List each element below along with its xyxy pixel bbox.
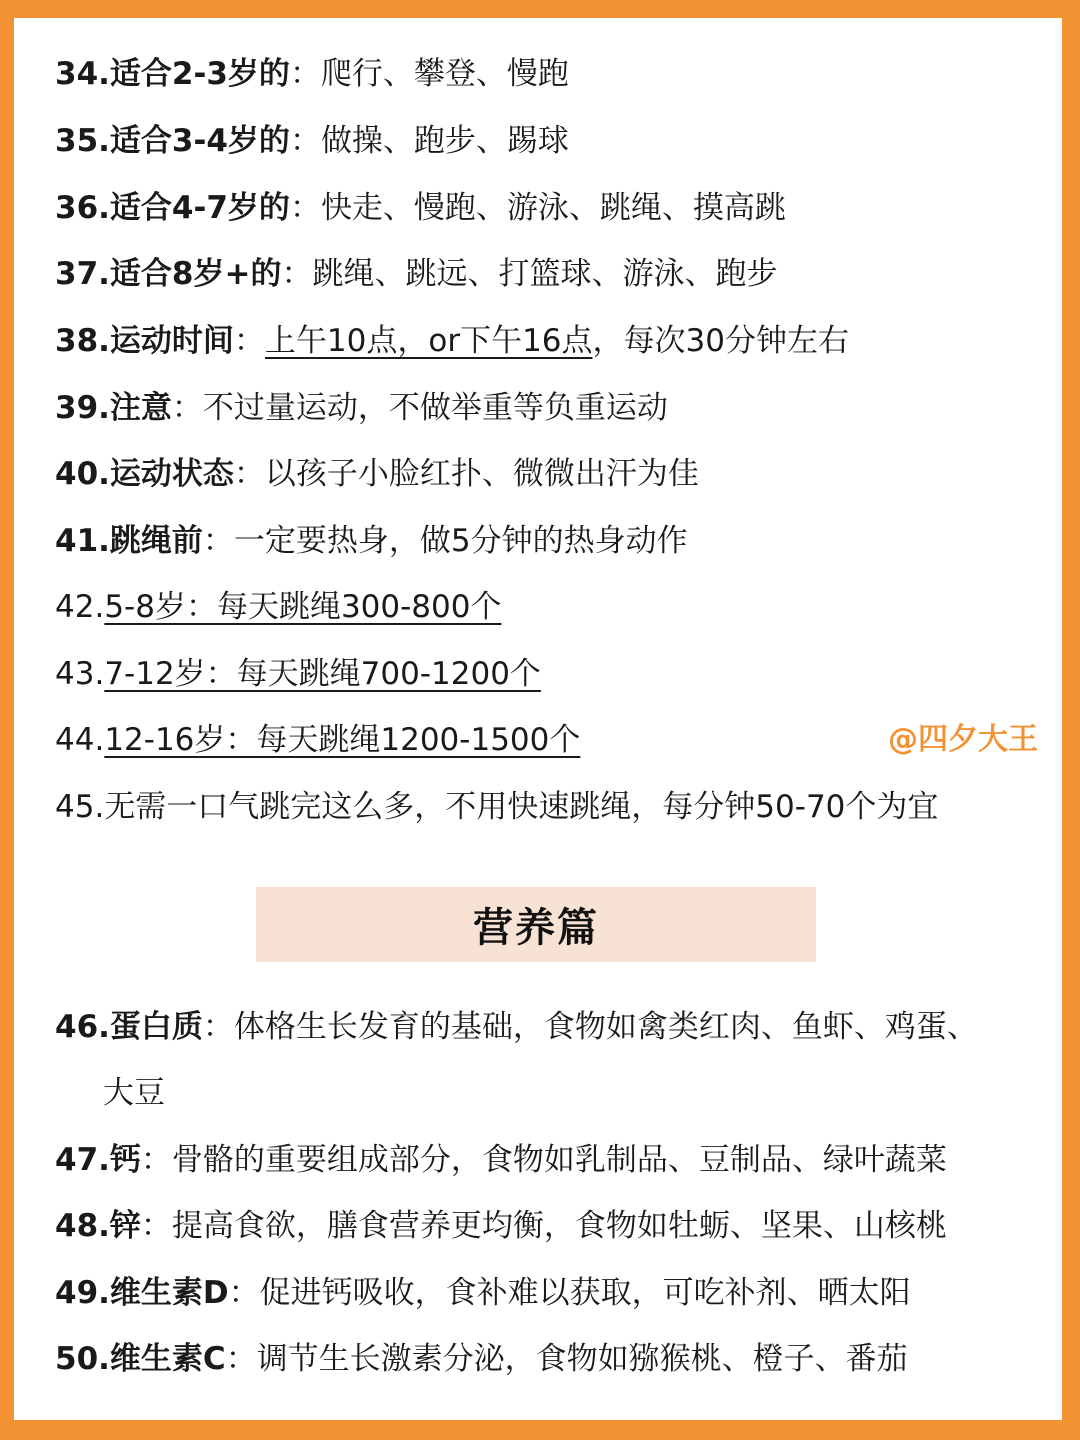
section-header (256, 887, 816, 962)
item-separator: ： (289, 123, 321, 159)
list-item (55, 720, 580, 760)
item-separator: ： (171, 390, 203, 426)
item-separator: ： (233, 323, 265, 359)
item-number: 44. (55, 722, 105, 758)
item-number: 40. (55, 456, 110, 492)
item-continuation: 大豆 (103, 1075, 165, 1111)
item-separator: ： (228, 1275, 260, 1311)
item-label: 维生素C (109, 1341, 226, 1377)
item-text: 不过量运动，不做举重等负重运动 (202, 390, 668, 426)
item-label: 锌 (109, 1208, 141, 1244)
list-item (55, 54, 569, 94)
item-separator: ： (289, 190, 321, 226)
list-item (55, 521, 688, 561)
item-separator: ： (140, 1208, 172, 1244)
item-number: 39. (55, 390, 110, 426)
item-number: 42. (55, 589, 105, 625)
item-separator: ： (202, 1009, 234, 1045)
item-label: 运动状态 (109, 456, 234, 492)
list-item (55, 587, 501, 627)
item-label: 钙 (109, 1142, 141, 1178)
list-item (55, 1007, 978, 1047)
list-item (55, 388, 668, 428)
item-label: 运动时间 (109, 323, 234, 359)
item-number: 48. (55, 1208, 110, 1244)
item-underlined-text: 上午10点，or下午16点 (264, 323, 593, 359)
item-label: 适合3-4岁的 (109, 123, 290, 159)
list-item (55, 454, 699, 494)
item-number: 46. (55, 1009, 110, 1045)
list-item (55, 1206, 947, 1246)
item-separator: ： (281, 256, 313, 292)
section-title: 营养篇 (473, 905, 599, 951)
list-item (55, 1140, 947, 1180)
item-text: 跳绳、跳远、打篮球、游泳、跑步 (312, 256, 778, 292)
list-item (55, 321, 849, 361)
item-label: 适合4-7岁的 (109, 190, 290, 226)
item-number: 47. (55, 1142, 110, 1178)
item-number: 34. (55, 56, 110, 92)
item-text: 骨骼的重要组成部分，食物如乳制品、豆制品、绿叶蔬菜 (171, 1142, 947, 1178)
item-number: 37. (55, 256, 110, 292)
item-separator: ： (202, 523, 234, 559)
item-number: 49. (55, 1275, 110, 1311)
item-number: 36. (55, 190, 110, 226)
item-text: 快走、慢跑、游泳、跳绳、摸高跳 (320, 190, 786, 226)
item-number: 35. (55, 123, 110, 159)
list-item (55, 787, 938, 827)
list-item (55, 121, 569, 161)
item-underlined-text: 12-16岁：每天跳绳1200-1500个 (104, 722, 581, 758)
item-text: 做操、跑步、踢球 (320, 123, 569, 159)
item-number: 43. (55, 656, 105, 692)
list-item (55, 1273, 911, 1313)
item-number: 50. (55, 1341, 110, 1377)
item-text: 调节生长激素分泌，食物如猕猴桃、橙子、番茄 (256, 1341, 908, 1377)
item-text: 爬行、攀登、慢跑 (320, 56, 569, 92)
item-text: 提高食欲，膳食营养更均衡，食物如牡蛎、坚果、山核桃 (171, 1208, 947, 1244)
item-text: 体格生长发育的基础，食物如禽类红肉、鱼虾、鸡蛋、 (233, 1009, 978, 1045)
item-number: 45. (55, 789, 105, 825)
item-separator: ： (225, 1341, 257, 1377)
item-number: 41. (55, 523, 110, 559)
item-label: 蛋白质 (109, 1009, 203, 1045)
list-item (55, 188, 786, 228)
item-label: 适合8岁+的 (109, 256, 282, 292)
item-label: 维生素D (109, 1275, 229, 1311)
item-separator: ： (289, 56, 321, 92)
item-label: 跳绳前 (109, 523, 203, 559)
item-underlined-text: 5-8岁：每天跳绳300-800个 (104, 589, 502, 625)
item-text: ，每次30分钟左右 (592, 323, 849, 359)
list-item (55, 254, 777, 294)
list-item (55, 1339, 908, 1379)
item-number: 38. (55, 323, 110, 359)
list-item (55, 654, 541, 694)
item-underlined-text: 7-12岁：每天跳绳700-1200个 (104, 656, 541, 692)
item-text: 以孩子小脸红扑、微微出汗为佳 (264, 456, 699, 492)
item-label: 注意 (109, 390, 172, 426)
author-watermark: @四夕大王 (888, 722, 1038, 757)
item-text: 一定要热身，做5分钟的热身动作 (233, 523, 688, 559)
item-separator: ： (140, 1142, 172, 1178)
item-separator: ： (233, 456, 265, 492)
item-text: 无需一口气跳完这么多，不用快速跳绳，每分钟50-70个为宜 (104, 789, 939, 825)
item-text: 促进钙吸收，食补难以获取，可吃补剂、晒太阳 (259, 1275, 911, 1311)
item-label: 适合2-3岁的 (109, 56, 290, 92)
